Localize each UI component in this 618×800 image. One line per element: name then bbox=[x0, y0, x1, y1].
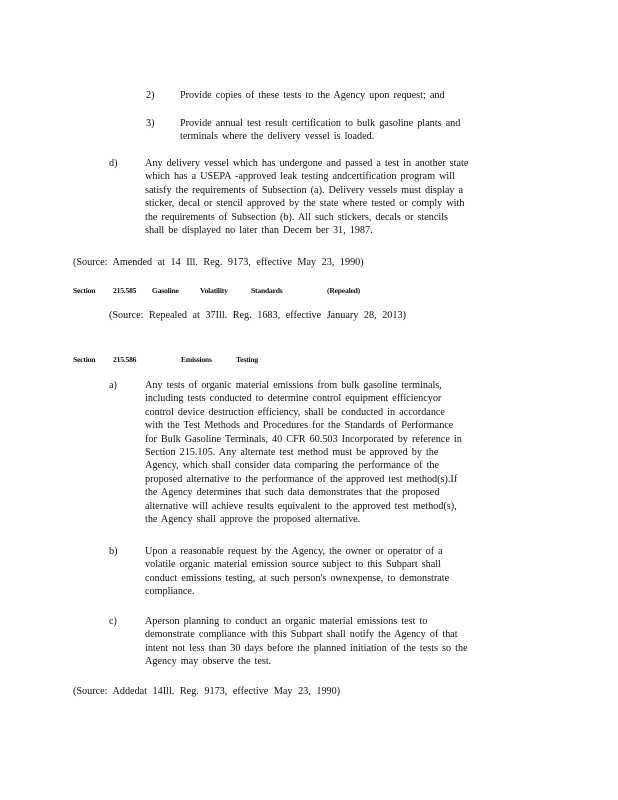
text-line: terminals where the delivery vessel is loaded. bbox=[180, 131, 375, 143]
text-line: the Agency determines that such data demonstrates that the proposed bbox=[145, 487, 440, 499]
item-label: b) bbox=[109, 546, 118, 557]
text-line: including tests conducted to determine control equipment efficiencyor bbox=[145, 393, 442, 405]
text-line: Any tests of organic material emissions from bulk gasoline terminals, bbox=[145, 380, 442, 391]
text-line: Section 215.105. Any alternate test method must be approved by the bbox=[145, 447, 439, 459]
text-line: proposed alternative to the performance of the approved test method(s).If bbox=[145, 473, 458, 485]
text-line: Upon a reasonable request by the Agency, the owner or operator of a bbox=[145, 546, 443, 557]
section-title-word: Standards bbox=[251, 286, 283, 295]
item-text bbox=[145, 615, 468, 669]
section-status: (Repealed) bbox=[327, 286, 361, 295]
text-line: sticker, decal or stencil approved by the state where tested or comply with bbox=[145, 198, 465, 210]
item-text bbox=[145, 545, 449, 599]
text-line: alternative will achieve results equivalent to the approved test method(s), bbox=[145, 500, 457, 512]
section-word: Section bbox=[73, 355, 96, 364]
text-line: the requirements of Subsection (b). All such stickers, decals or stencils bbox=[145, 211, 449, 223]
text-line: satisfy the requirements of Subsection (a). Delivery vessels must display a bbox=[145, 184, 464, 196]
item-text bbox=[145, 379, 462, 526]
text-line: Provide annual test result certification to bulk gasoline plants and bbox=[180, 118, 461, 129]
source-note: (Source: Repealed at 37Ill. Reg. 1683, effective January 28, 2013) bbox=[109, 310, 406, 321]
section-word: Section bbox=[73, 286, 96, 295]
text-line: for Bulk Gasoline Terminals, 40 CFR 60.503 Incorporated by reference in bbox=[145, 433, 462, 445]
text-line: Aperson planning to conduct an organic material emissions test to bbox=[145, 616, 428, 627]
text-line: demonstrate compliance with this Subpart shall notify the Agency of that bbox=[145, 629, 458, 641]
section-title-word: Testing bbox=[236, 355, 258, 364]
item-text bbox=[180, 89, 445, 102]
text-line: control device destruction efficiency, shall be conducted in accordance bbox=[145, 406, 445, 418]
text-line: the Agency shall approve the proposed alternative. bbox=[145, 514, 361, 526]
source-note: (Source: Addedat 14Ill. Reg. 9173, effective May 23, 1990) bbox=[73, 686, 341, 697]
text-line: volatile organic material emission source subject to this Subpart shall bbox=[145, 559, 441, 571]
text-line: intent not less than 30 days before the planned initiation of the tests so the bbox=[145, 642, 468, 654]
item-label: a) bbox=[109, 380, 117, 391]
item-label: 2) bbox=[146, 90, 155, 101]
text-line: with the Test Methods and Procedures for the Standards of Performance bbox=[145, 420, 454, 432]
text-line: Any delivery vessel which has undergone and passed a test in another state bbox=[145, 158, 469, 169]
text-line: shall be displayed no later than Decem ber 31, 1987. bbox=[145, 225, 373, 237]
text-line: conduct emissions testing, at such person's ownexpense, to demonstrate bbox=[145, 572, 450, 584]
text-line: compliance. bbox=[145, 586, 195, 598]
item-text bbox=[145, 157, 468, 237]
text-line: Provide copies of these tests to the Agency upon request; and bbox=[180, 90, 445, 101]
section-title-word: Volatility bbox=[200, 286, 228, 295]
text-line: which has a USEPA -approved leak testing andcertification program will bbox=[145, 171, 455, 183]
item-label: d) bbox=[109, 158, 118, 169]
section-title-word: Gasoline bbox=[152, 286, 179, 295]
section-number: 215.585 bbox=[113, 286, 137, 295]
section-title-word: Emissions bbox=[181, 355, 212, 364]
section-number: 215.586 bbox=[113, 355, 137, 364]
item-label: 3) bbox=[146, 118, 155, 129]
source-note: (Source: Amended at 14 Ill. Reg. 9173, effective May 23, 1990) bbox=[73, 257, 364, 268]
text-line: Agency, which shall consider data comparing the performance of the bbox=[145, 460, 440, 472]
text-line: Agency may observe the test. bbox=[145, 656, 272, 668]
item-text bbox=[180, 117, 460, 144]
item-label: c) bbox=[109, 616, 117, 627]
